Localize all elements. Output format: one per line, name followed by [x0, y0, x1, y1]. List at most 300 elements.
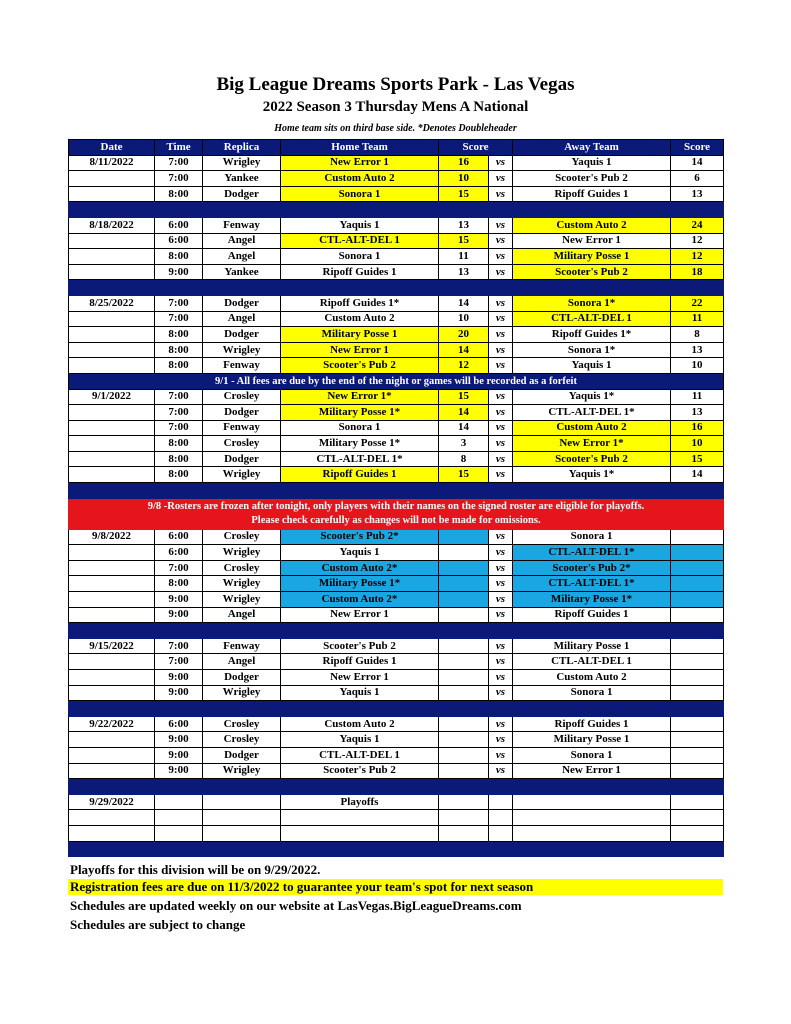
time-cell: 7:00	[155, 560, 203, 576]
vs-cell: vs	[489, 420, 513, 436]
table-row	[69, 217, 724, 233]
blank-cell	[203, 825, 281, 841]
table-row	[69, 295, 724, 311]
time-cell: 6:00	[155, 233, 203, 249]
away-score-cell	[671, 529, 724, 545]
date-cell	[69, 670, 155, 686]
home-score-cell: 10	[439, 311, 489, 327]
home-score-cell: 15	[439, 233, 489, 249]
home-team-cell: Yaquis 1	[281, 685, 439, 701]
away-score-cell: 15	[671, 451, 724, 467]
date-cell	[69, 420, 155, 436]
home-team-cell: Ripoff Guides 1*	[281, 295, 439, 311]
away-team-cell: Military Posse 1	[513, 638, 671, 654]
replica-cell: Fenway	[203, 638, 281, 654]
home-team-cell: Scooter's Pub 2	[281, 638, 439, 654]
date-cell	[69, 358, 155, 374]
table-row	[69, 186, 724, 202]
time-cell: 8:00	[155, 576, 203, 592]
away-score-cell	[671, 654, 724, 670]
home-score-cell	[439, 560, 489, 576]
table-row	[69, 405, 724, 421]
date-cell	[69, 233, 155, 249]
away-score-cell	[671, 607, 724, 623]
home-team-cell: Scooter's Pub 2*	[281, 529, 439, 545]
roster-notice	[69, 498, 724, 529]
date-cell: 9/8/2022	[69, 529, 155, 545]
home-team-cell: Scooter's Pub 2	[281, 763, 439, 779]
home-score-cell: 14	[439, 342, 489, 358]
separator-row	[69, 841, 724, 857]
date-cell	[69, 451, 155, 467]
vs-cell: vs	[489, 670, 513, 686]
away-score-cell: 24	[671, 217, 724, 233]
table-row	[69, 670, 724, 686]
blank-cell	[513, 810, 671, 826]
date-cell	[69, 685, 155, 701]
replica-cell: Yankee	[203, 264, 281, 280]
playoffs-label: Playoffs	[281, 794, 439, 810]
away-team-cell: Yaquis 1*	[513, 467, 671, 483]
home-score-cell: 15	[439, 389, 489, 405]
time-cell: 7:00	[155, 171, 203, 187]
home-team-cell: Custom Auto 2*	[281, 560, 439, 576]
time-cell: 8:00	[155, 342, 203, 358]
home-score-cell: 12	[439, 358, 489, 374]
away-team-cell: Scooter's Pub 2	[513, 451, 671, 467]
home-team-cell: Military Posse 1	[281, 327, 439, 343]
table-row	[69, 732, 724, 748]
home-team-cell: CTL-ALT-DEL 1*	[281, 451, 439, 467]
table-row	[69, 560, 724, 576]
home-score-cell: 14	[439, 295, 489, 311]
table-row	[69, 716, 724, 732]
blank-cell	[489, 825, 513, 841]
away-score-cell: 11	[671, 311, 724, 327]
vs-cell: vs	[489, 576, 513, 592]
date-cell: 8/11/2022	[69, 155, 155, 171]
away-score-cell: 6	[671, 171, 724, 187]
away-team-cell: Sonora 1	[513, 685, 671, 701]
col-header-home-score: Score	[439, 140, 513, 156]
col-header-home-team: Home Team	[281, 140, 439, 156]
home-team-cell: Ripoff Guides 1	[281, 264, 439, 280]
date-cell	[69, 311, 155, 327]
home-team-cell: Scooter's Pub 2	[281, 358, 439, 374]
time-cell: 8:00	[155, 327, 203, 343]
away-score-cell: 13	[671, 186, 724, 202]
away-score-cell	[671, 747, 724, 763]
date-cell: 9/1/2022	[69, 389, 155, 405]
replica-cell: Wrigley	[203, 685, 281, 701]
home-team-cell: New Error 1	[281, 342, 439, 358]
away-score-cell	[671, 794, 724, 810]
away-team-cell: Sonora 1	[513, 529, 671, 545]
vs-cell: vs	[489, 342, 513, 358]
time-cell: 9:00	[155, 747, 203, 763]
replica-cell: Crosley	[203, 529, 281, 545]
replica-cell: Fenway	[203, 217, 281, 233]
away-team-cell: CTL-ALT-DEL 1	[513, 654, 671, 670]
away-score-cell: 12	[671, 233, 724, 249]
roster-notice-row	[69, 498, 724, 529]
home-team-cell: Custom Auto 2	[281, 716, 439, 732]
vs-cell: vs	[489, 171, 513, 187]
home-score-cell: 14	[439, 405, 489, 421]
home-score-cell: 16	[439, 155, 489, 171]
time-cell: 7:00	[155, 638, 203, 654]
col-header-time: Time	[155, 140, 203, 156]
away-score-cell: 14	[671, 155, 724, 171]
away-team-cell	[513, 794, 671, 810]
replica-cell: Dodger	[203, 747, 281, 763]
blank-cell	[155, 825, 203, 841]
home-score-cell: 13	[439, 264, 489, 280]
away-team-cell: Ripoff Guides 1	[513, 186, 671, 202]
time-cell: 7:00	[155, 654, 203, 670]
blank-cell	[155, 810, 203, 826]
blank-cell	[281, 825, 439, 841]
home-team-cell: New Error 1	[281, 670, 439, 686]
replica-cell: Wrigley	[203, 155, 281, 171]
replica-cell: Crosley	[203, 436, 281, 452]
replica-cell: Wrigley	[203, 545, 281, 561]
col-header-date: Date	[69, 140, 155, 156]
away-team-cell: Military Posse 1	[513, 732, 671, 748]
home-score-cell	[439, 529, 489, 545]
away-team-cell: CTL-ALT-DEL 1*	[513, 405, 671, 421]
replica-cell: Crosley	[203, 389, 281, 405]
home-score-cell: 10	[439, 171, 489, 187]
time-cell: 8:00	[155, 249, 203, 265]
table-row	[69, 342, 724, 358]
footer-playoffs-note: Playoffs for this division will be on 9/29/2022.	[70, 862, 321, 877]
time-cell	[155, 794, 203, 810]
away-score-cell	[671, 545, 724, 561]
vs-cell: vs	[489, 763, 513, 779]
vs-cell: vs	[489, 607, 513, 623]
home-team-cell: Custom Auto 2	[281, 311, 439, 327]
time-cell: 6:00	[155, 716, 203, 732]
separator-cell	[69, 701, 724, 717]
time-cell: 8:00	[155, 186, 203, 202]
date-cell: 8/25/2022	[69, 295, 155, 311]
time-cell: 7:00	[155, 405, 203, 421]
home-team-cell: Yaquis 1	[281, 545, 439, 561]
home-score-cell: 11	[439, 249, 489, 265]
table-row	[69, 685, 724, 701]
home-team-cell: Military Posse 1*	[281, 405, 439, 421]
blank-cell	[439, 810, 489, 826]
table-row	[69, 529, 724, 545]
home-score-cell: 8	[439, 451, 489, 467]
vs-cell: vs	[489, 217, 513, 233]
col-header-away-team: Away Team	[513, 140, 671, 156]
table-row	[69, 451, 724, 467]
vs-cell: vs	[489, 451, 513, 467]
table-row	[69, 264, 724, 280]
blank-cell	[203, 810, 281, 826]
time-cell: 6:00	[155, 217, 203, 233]
away-team-cell: CTL-ALT-DEL 1*	[513, 545, 671, 561]
table-row	[69, 233, 724, 249]
date-cell	[69, 467, 155, 483]
blank-cell	[69, 825, 155, 841]
footer-change-note: Schedules are subject to change	[70, 917, 246, 932]
time-cell: 6:00	[155, 529, 203, 545]
away-team-cell: Scooter's Pub 2*	[513, 560, 671, 576]
replica-cell: Angel	[203, 233, 281, 249]
away-score-cell	[671, 685, 724, 701]
time-cell: 8:00	[155, 451, 203, 467]
table-row	[69, 654, 724, 670]
vs-cell: vs	[489, 233, 513, 249]
date-cell: 9/22/2022	[69, 716, 155, 732]
vs-cell: vs	[489, 327, 513, 343]
home-score-cell	[439, 685, 489, 701]
home-score-cell	[439, 716, 489, 732]
away-score-cell: 16	[671, 420, 724, 436]
home-score-cell: 15	[439, 186, 489, 202]
away-team-cell: Yaquis 1	[513, 358, 671, 374]
date-cell: 9/29/2022	[69, 794, 155, 810]
away-score-cell	[671, 560, 724, 576]
away-team-cell: Scooter's Pub 2	[513, 264, 671, 280]
away-team-cell: Yaquis 1*	[513, 389, 671, 405]
footer-registration-note: Registration fees are due on 11/3/2022 to guarantee your team's spot for next season	[68, 879, 723, 895]
vs-cell: vs	[489, 638, 513, 654]
table-row	[69, 358, 724, 374]
vs-cell: vs	[489, 592, 513, 608]
date-cell	[69, 763, 155, 779]
separator-row	[69, 779, 724, 795]
away-team-cell: New Error 1	[513, 763, 671, 779]
home-team-cell: Sonora 1	[281, 186, 439, 202]
away-team-cell: CTL-ALT-DEL 1*	[513, 576, 671, 592]
table-row	[69, 420, 724, 436]
separator-cell	[69, 779, 724, 795]
replica-cell: Yankee	[203, 171, 281, 187]
date-cell: 9/15/2022	[69, 638, 155, 654]
away-score-cell	[671, 576, 724, 592]
away-team-cell: CTL-ALT-DEL 1	[513, 311, 671, 327]
blank-row	[69, 825, 724, 841]
away-score-cell	[671, 716, 724, 732]
time-cell: 6:00	[155, 545, 203, 561]
vs-cell: vs	[489, 716, 513, 732]
home-score-cell	[439, 545, 489, 561]
separator-cell	[69, 623, 724, 639]
blank-cell	[439, 825, 489, 841]
away-team-cell: Custom Auto 2	[513, 670, 671, 686]
date-cell: 8/18/2022	[69, 217, 155, 233]
vs-cell	[489, 794, 513, 810]
table-row	[69, 249, 724, 265]
replica-cell: Dodger	[203, 405, 281, 421]
separator-row	[69, 280, 724, 296]
time-cell: 7:00	[155, 295, 203, 311]
vs-cell: vs	[489, 405, 513, 421]
time-cell: 8:00	[155, 467, 203, 483]
date-cell	[69, 171, 155, 187]
vs-cell: vs	[489, 295, 513, 311]
time-cell: 9:00	[155, 685, 203, 701]
time-cell: 7:00	[155, 420, 203, 436]
away-team-cell: Yaquis 1	[513, 155, 671, 171]
away-team-cell: New Error 1	[513, 233, 671, 249]
home-team-cell: Sonora 1	[281, 420, 439, 436]
table-header-row	[69, 140, 724, 156]
home-team-cell: Ripoff Guides 1	[281, 467, 439, 483]
replica-cell: Dodger	[203, 327, 281, 343]
vs-cell: vs	[489, 545, 513, 561]
home-team-cell: CTL-ALT-DEL 1	[281, 747, 439, 763]
table-row	[69, 311, 724, 327]
home-score-cell: 20	[439, 327, 489, 343]
home-score-cell	[439, 732, 489, 748]
time-cell: 7:00	[155, 155, 203, 171]
replica-cell: Wrigley	[203, 763, 281, 779]
date-cell	[69, 560, 155, 576]
home-team-cell: New Error 1	[281, 607, 439, 623]
home-score-cell: 14	[439, 420, 489, 436]
date-cell	[69, 249, 155, 265]
home-team-cell: Ripoff Guides 1	[281, 654, 439, 670]
away-team-cell: Ripoff Guides 1	[513, 716, 671, 732]
vs-cell: vs	[489, 560, 513, 576]
time-cell: 9:00	[155, 732, 203, 748]
vs-cell: vs	[489, 436, 513, 452]
separator-cell	[69, 483, 724, 499]
home-team-cell: Yaquis 1	[281, 217, 439, 233]
home-score-cell	[439, 670, 489, 686]
table-row	[69, 638, 724, 654]
home-team-cell: Custom Auto 2	[281, 171, 439, 187]
separator-row	[69, 202, 724, 218]
replica-cell: Wrigley	[203, 576, 281, 592]
vs-cell: vs	[489, 155, 513, 171]
roster-notice-line1: 9/8 -Rosters are frozen after tonight, only players with their names on the signed roster are eligible for playoffs.	[147, 500, 645, 512]
away-score-cell: 10	[671, 436, 724, 452]
vs-cell: vs	[489, 311, 513, 327]
table-row	[69, 436, 724, 452]
away-score-cell: 14	[671, 467, 724, 483]
separator-row	[69, 483, 724, 499]
away-team-cell: Military Posse 1	[513, 249, 671, 265]
home-team-cell: New Error 1	[281, 155, 439, 171]
away-team-cell: Custom Auto 2	[513, 420, 671, 436]
replica-cell: Wrigley	[203, 592, 281, 608]
vs-cell: vs	[489, 685, 513, 701]
vs-cell: vs	[489, 249, 513, 265]
time-cell: 7:00	[155, 311, 203, 327]
away-team-cell: Sonora 1*	[513, 295, 671, 311]
home-team-cell: Military Posse 1*	[281, 436, 439, 452]
replica-cell: Dodger	[203, 670, 281, 686]
vs-cell: vs	[489, 654, 513, 670]
replica-cell	[203, 794, 281, 810]
date-cell	[69, 327, 155, 343]
page-title: Big League Dreams Sports Park - Las Vegas	[216, 74, 575, 95]
table-row	[69, 607, 724, 623]
playoff-row	[69, 794, 724, 810]
away-team-cell: New Error 1*	[513, 436, 671, 452]
replica-cell: Crosley	[203, 716, 281, 732]
separator-cell	[69, 841, 724, 857]
away-score-cell: 10	[671, 358, 724, 374]
table-row	[69, 389, 724, 405]
time-cell: 8:00	[155, 436, 203, 452]
replica-cell: Crosley	[203, 560, 281, 576]
replica-cell: Dodger	[203, 451, 281, 467]
away-score-cell	[671, 763, 724, 779]
time-cell: 9:00	[155, 264, 203, 280]
table-row	[69, 747, 724, 763]
vs-cell: vs	[489, 747, 513, 763]
replica-cell: Angel	[203, 654, 281, 670]
table-row	[69, 592, 724, 608]
table-row	[69, 763, 724, 779]
time-cell: 7:00	[155, 389, 203, 405]
away-score-cell: 11	[671, 389, 724, 405]
home-score-cell: 13	[439, 217, 489, 233]
page-note: Home team sits on third base side. *Denotes Doubleheader	[274, 123, 517, 134]
date-cell	[69, 342, 155, 358]
table-row	[69, 327, 724, 343]
away-score-cell	[671, 732, 724, 748]
blank-cell	[69, 810, 155, 826]
replica-cell: Angel	[203, 249, 281, 265]
vs-cell: vs	[489, 529, 513, 545]
away-team-cell: Sonora 1*	[513, 342, 671, 358]
time-cell: 9:00	[155, 607, 203, 623]
schedule-table	[68, 139, 724, 857]
home-score-cell	[439, 763, 489, 779]
away-team-cell: Military Posse 1*	[513, 592, 671, 608]
date-cell	[69, 405, 155, 421]
replica-cell: Angel	[203, 607, 281, 623]
date-cell	[69, 592, 155, 608]
separator-cell	[69, 280, 724, 296]
blank-cell	[281, 810, 439, 826]
home-score-cell	[439, 747, 489, 763]
date-cell	[69, 545, 155, 561]
blank-cell	[671, 810, 724, 826]
away-score-cell: 13	[671, 342, 724, 358]
fee-notice: 9/1 - All fees are due by the end of the night or games will be recorded as a forfeit	[69, 373, 724, 389]
away-score-cell: 13	[671, 405, 724, 421]
roster-notice-line2: Please check carefully as changes will not be made for omissions.	[251, 514, 541, 526]
time-cell: 9:00	[155, 592, 203, 608]
home-score-cell	[439, 607, 489, 623]
away-score-cell: 18	[671, 264, 724, 280]
date-cell	[69, 264, 155, 280]
date-cell	[69, 436, 155, 452]
notice-row	[69, 373, 724, 389]
date-cell	[69, 186, 155, 202]
blank-row	[69, 810, 724, 826]
table-row	[69, 545, 724, 561]
date-cell	[69, 732, 155, 748]
away-score-cell	[671, 670, 724, 686]
replica-cell: Angel	[203, 311, 281, 327]
col-header-replica: Replica	[203, 140, 281, 156]
separator-row	[69, 701, 724, 717]
away-score-cell: 22	[671, 295, 724, 311]
away-team-cell: Ripoff Guides 1*	[513, 327, 671, 343]
home-score-cell: 15	[439, 467, 489, 483]
vs-cell: vs	[489, 467, 513, 483]
